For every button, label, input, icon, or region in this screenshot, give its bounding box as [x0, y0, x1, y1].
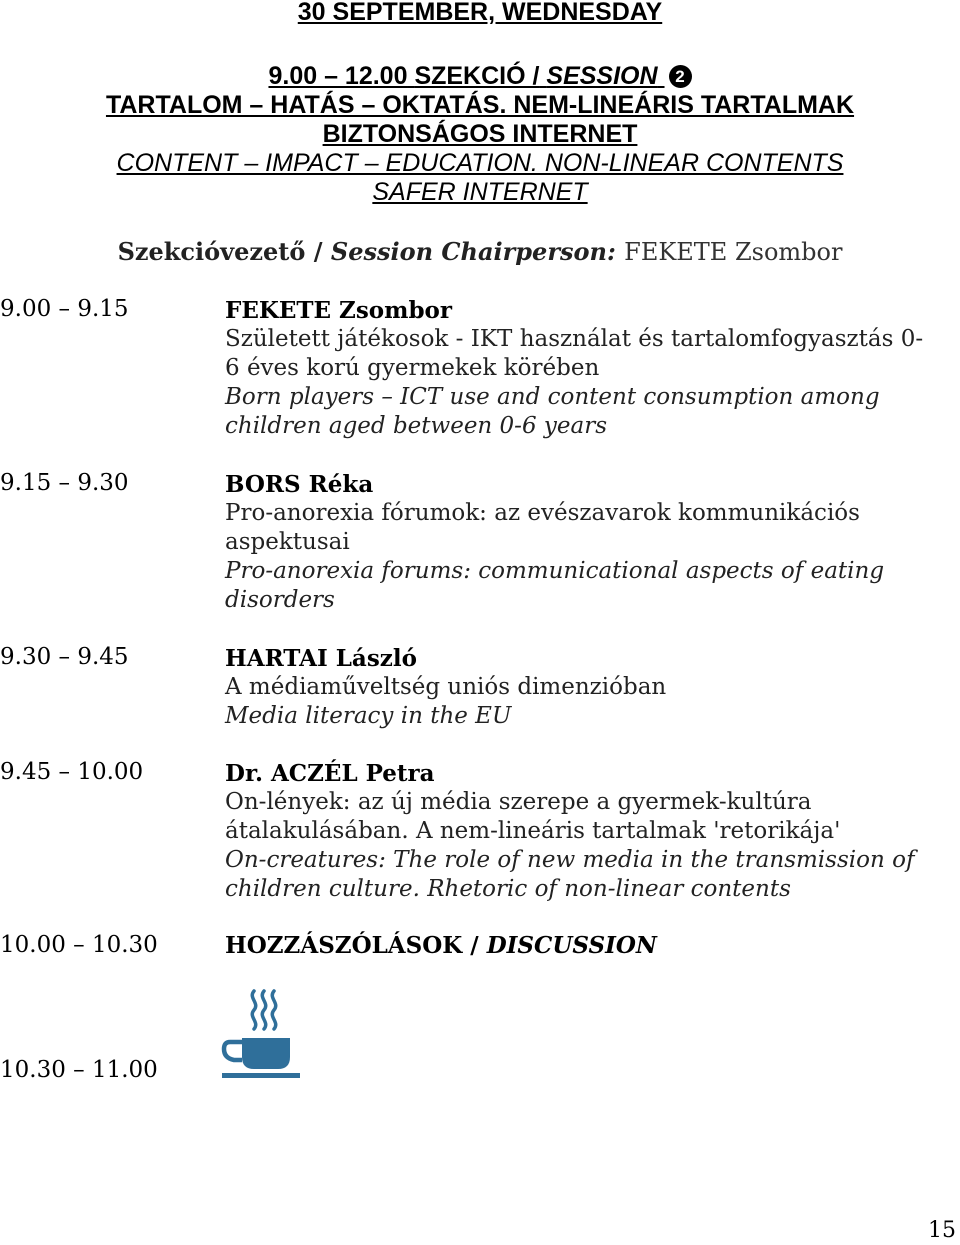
session-label-en: SESSION: [546, 62, 658, 90]
talk-title-en: On-creatures: The role of new media in the transmission of children culture. Rhetoric of non-linear contents: [225, 847, 915, 902]
chair-label-hu: Szekcióvezető /: [117, 237, 323, 266]
talk-title-hu: On-lények: az új média szerepe a gyermek-kultúra átalakulásában. A nem-lineáris tartalmak 'retorikája': [225, 789, 841, 844]
session-time: 9.00 – 12.00: [268, 62, 408, 90]
page-number: 15: [928, 1218, 956, 1243]
speaker-name: HARTAI László: [225, 645, 417, 672]
session-topic-hu-line1: TARTALOM – HATÁS – OKTATÁS. NEM-LINEÁRIS TARTALMAK: [105, 91, 855, 119]
schedule-entry: [225, 296, 925, 441]
coffee-cup-icon: [220, 985, 304, 1081]
speaker-name: Dr. ACZÉL Petra: [225, 760, 435, 787]
schedule-time: 9.00 – 9.15: [0, 296, 129, 322]
session-topic-en-line2: SAFER INTERNET: [372, 178, 588, 206]
discussion-time: 10.00 – 10.30: [0, 932, 158, 958]
session-number-badge: 2: [669, 65, 692, 88]
discussion-label: [225, 932, 657, 959]
schedule-entry: [225, 759, 925, 904]
discussion-label-hu: HOZZÁSZÓLÁSOK /: [225, 932, 479, 959]
chair-label-en: Session Chairperson:: [330, 237, 616, 266]
session-chair: [0, 237, 960, 266]
discussion-label-en: DISCUSSION: [486, 932, 657, 959]
session-label-hu: SZEKCIÓ /: [414, 62, 540, 90]
chair-name: FEKETE Zsombor: [624, 238, 843, 266]
schedule-time: 9.30 – 9.45: [0, 644, 129, 670]
schedule-entry: [225, 470, 925, 615]
session-heading: [0, 62, 960, 91]
talk-title-en: Media literacy in the EU: [225, 703, 512, 729]
talk-title-en: Born players – ICT use and content consumption among children aged between 0-6 years: [225, 384, 880, 439]
day-heading: 30 SEPTEMBER, WEDNESDAY: [297, 0, 663, 26]
speaker-name: FEKETE Zsombor: [225, 297, 452, 324]
session-topic-en-line1: CONTENT – IMPACT – EDUCATION. NON-LINEAR CONTENTS: [116, 149, 844, 177]
break-time: 10.30 – 11.00: [0, 1057, 158, 1083]
schedule-entry: [225, 644, 925, 731]
schedule-time: 9.45 – 10.00: [0, 759, 144, 785]
speaker-name: BORS Réka: [225, 471, 374, 498]
talk-title-hu: Született játékosok - IKT használat és tartalomfogyasztás 0-6 éves korú gyermekek körében: [225, 326, 924, 381]
session-topic-hu-line2: BIZTONSÁGOS INTERNET: [322, 120, 638, 148]
talk-title-hu: Pro-anorexia fórumok: az evészavarok kommunikációs aspektusai: [225, 500, 860, 555]
talk-title-en: Pro-anorexia forums: communicational aspects of eating disorders: [225, 558, 885, 613]
schedule-time: 9.15 – 9.30: [0, 470, 129, 496]
talk-title-hu: A médiaműveltség uniós dimenzióban: [225, 674, 667, 700]
